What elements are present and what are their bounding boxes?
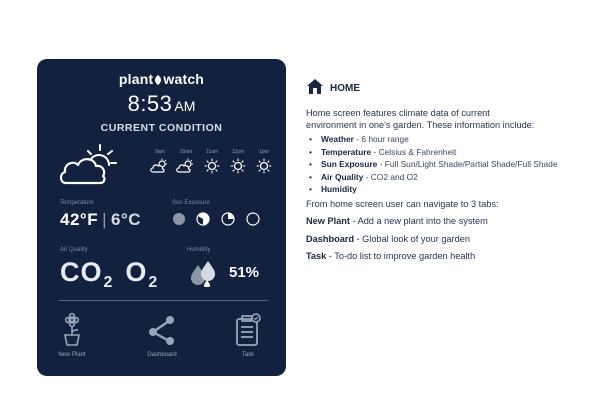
sun-exposure-indicator: [172, 212, 267, 226]
hour-label: 10am: [179, 149, 193, 155]
logo-text-watch: watch: [163, 71, 205, 87]
current-condition-title: CURRENT CONDITION: [100, 122, 223, 134]
intro-line-1: Home screen features climate data of current: [306, 108, 490, 118]
intro-line-2: environment in one's garden. These information include:: [306, 120, 535, 130]
co2-text: CO: [60, 257, 103, 287]
hourly-forecast: [147, 149, 277, 189]
hour-item: [225, 149, 251, 179]
clock: [37, 91, 286, 117]
list-item: [306, 171, 596, 184]
full-shade-icon: [247, 213, 259, 225]
full-sun-icon: [173, 213, 185, 225]
partial-shade-icon: [222, 213, 234, 225]
sun-icon: [202, 158, 222, 174]
divider: [59, 300, 268, 301]
tab-desc-text: - Global look of your garden: [354, 234, 470, 244]
tab-desc-text: - Add a new plant into the system: [349, 216, 488, 226]
share-nodes-icon: [147, 313, 177, 347]
hour-item: [147, 149, 173, 179]
light-shade-icon: [197, 213, 209, 225]
tabs-intro: From home screen user can navigate to 3 tabs:: [306, 199, 499, 209]
bullet-key: Sun Exposure: [321, 159, 378, 169]
co2-subscript: 2: [103, 274, 114, 291]
bullet-key: Temperature: [321, 146, 372, 157]
bullet-value: - 6 hour range: [353, 134, 409, 144]
tab-task[interactable]: [213, 313, 283, 358]
hour-item: [173, 149, 199, 179]
clipboard-icon: [233, 313, 263, 347]
home-heading-text: HOME: [330, 83, 360, 94]
tab-label: Task: [241, 352, 255, 358]
flower-pot-icon: [57, 313, 87, 347]
app-logo: [37, 71, 286, 87]
humidity-label: Humidity: [187, 247, 211, 253]
clock-time: 8:53: [127, 91, 173, 116]
hour-label: 9am: [155, 149, 165, 155]
temp-fahrenheit: 42°F: [60, 210, 99, 229]
water-drops-icon: [187, 259, 219, 287]
sun-exposure-label: Sun Exposure: [172, 200, 210, 206]
hour-item: [199, 149, 225, 179]
list-item: [306, 133, 596, 146]
clock-ampm: AM: [174, 98, 196, 114]
sun-icon: [254, 158, 274, 174]
tab-desc-name: Dashboard: [306, 234, 354, 244]
hour-label: 1pm: [259, 149, 269, 155]
partly-cloudy-icon: [150, 158, 170, 174]
bullet-key: Humidity: [321, 184, 357, 194]
tab-desc-dashboard: [306, 234, 470, 244]
tab-desc-task: [306, 251, 475, 261]
humidity-value: 51%: [229, 264, 260, 281]
tab-desc-name: Task: [306, 251, 327, 261]
home-icon: [306, 78, 324, 95]
leaf-icon: [154, 75, 162, 85]
list-item: [306, 183, 596, 196]
tab-label: Dashboard: [147, 352, 177, 358]
tab-desc-text: - To-do list to improve garden health: [326, 251, 476, 261]
hour-label: 11am: [205, 149, 219, 155]
phone-screen: [37, 59, 286, 376]
air-quality-value: [60, 257, 158, 292]
o2-text: O: [125, 257, 148, 287]
bullet-value: - Full Sun/Light Shade/Partial Shade/Full Shade: [377, 159, 558, 169]
tab-desc-name: New Plant: [306, 216, 350, 226]
partly-cloudy-icon: [176, 158, 196, 174]
tab-label: New Plant: [58, 352, 86, 358]
o2-subscript: 2: [148, 274, 159, 291]
hour-item: [251, 149, 277, 179]
bullet-value: - Celsius & Fahrenheit: [371, 146, 457, 157]
partly-cloudy-icon: [58, 143, 120, 187]
temperature-label: Temperature: [60, 200, 94, 206]
logo-text-plant: plant: [118, 71, 154, 87]
temperature-value: [60, 210, 141, 230]
feature-list: [306, 133, 596, 196]
sun-icon: [228, 158, 248, 174]
tab-desc-new-plant: [306, 216, 488, 226]
list-item: [306, 146, 596, 159]
hour-label: 12pm: [231, 149, 245, 155]
bullet-key: Weather: [321, 134, 354, 144]
bullet-value: - CO2 and O2: [363, 171, 418, 182]
air-quality-label: Air Quality: [60, 247, 88, 253]
temp-celsius: 6°C: [111, 210, 142, 229]
temp-separator: |: [102, 210, 108, 229]
tab-dashboard[interactable]: [127, 313, 197, 358]
bullet-key: Air Quality: [321, 171, 364, 182]
list-item: [306, 158, 596, 171]
tab-new-plant[interactable]: [37, 313, 107, 358]
